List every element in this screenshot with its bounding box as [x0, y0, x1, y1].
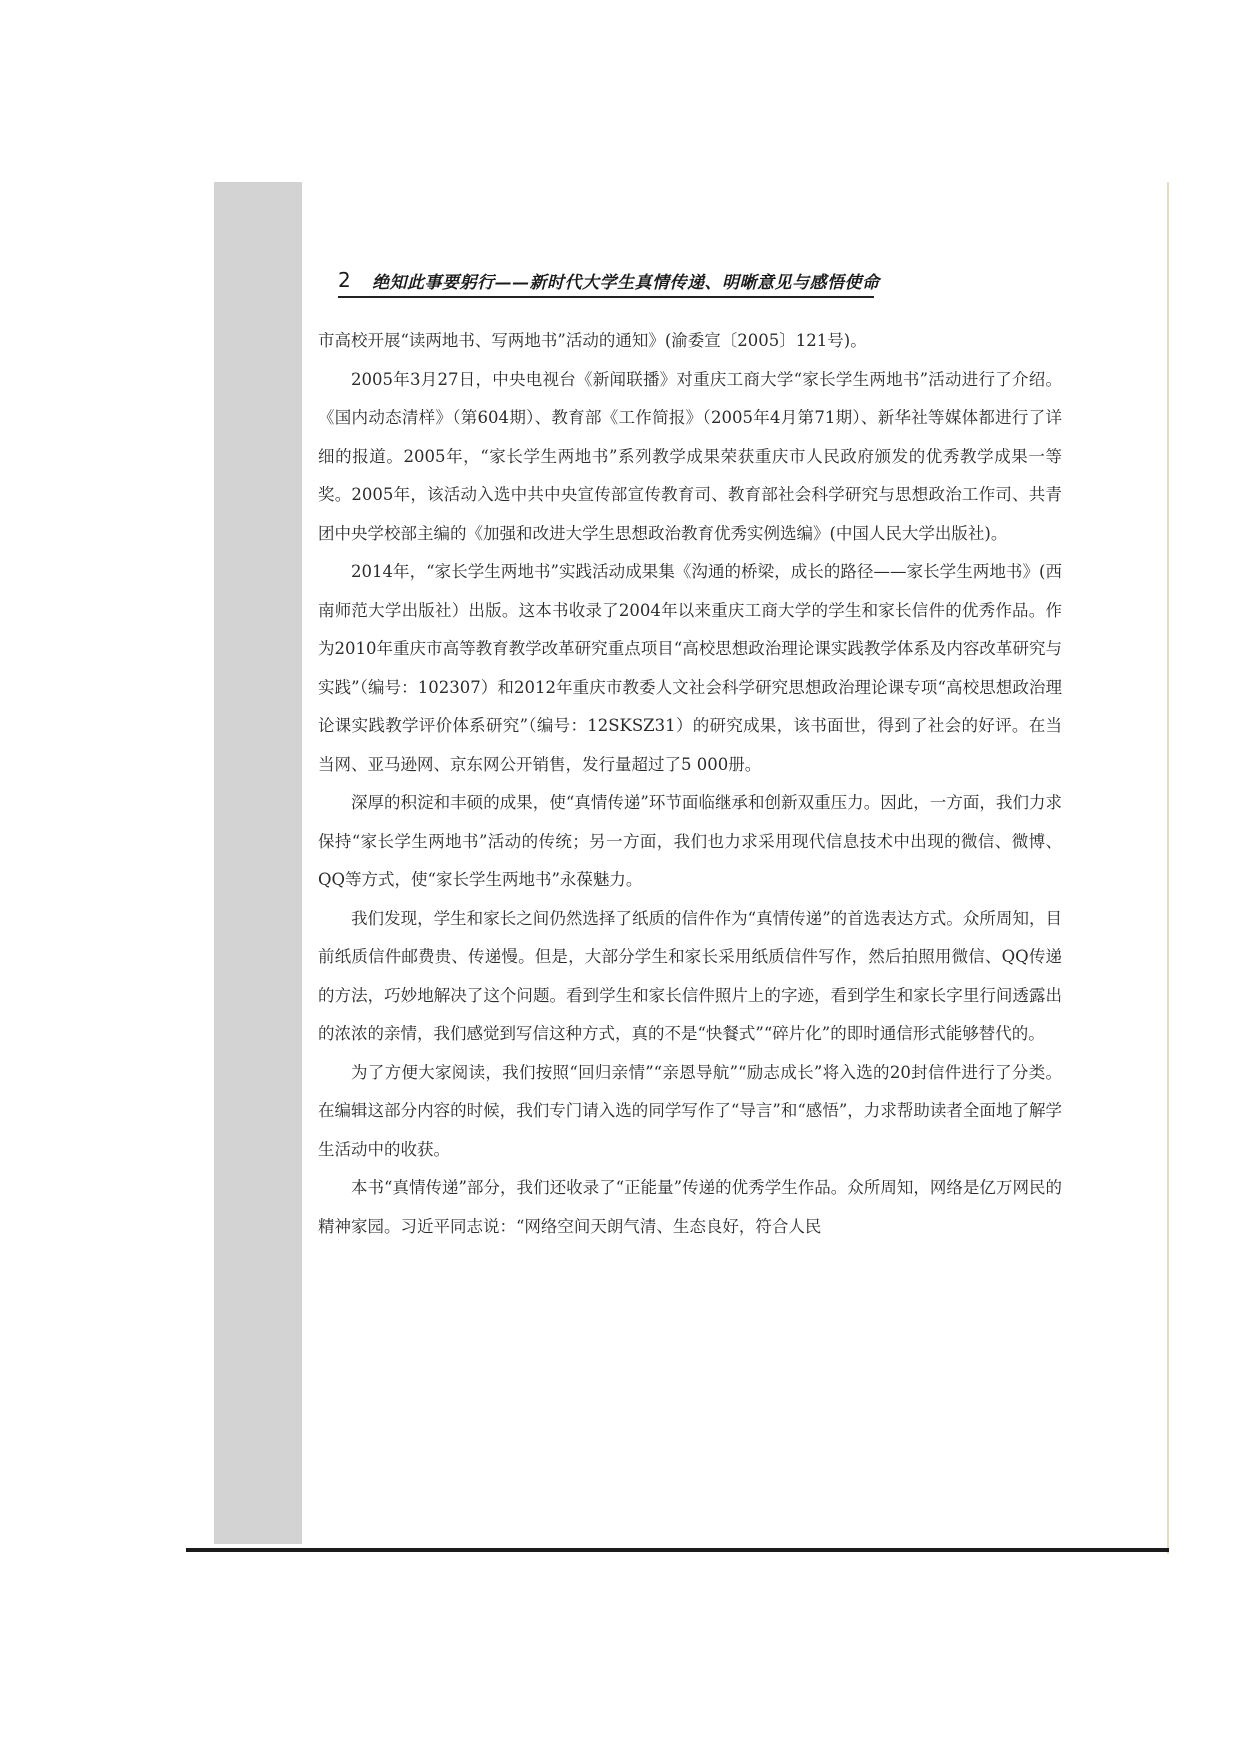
page-right-edge [1167, 182, 1169, 1554]
header-rule [338, 296, 874, 298]
gray-margin-strip [214, 182, 302, 1544]
running-title: 绝知此事要躬行——新时代大学生真情传递、明晰意见与感悟使命 [372, 273, 880, 293]
running-header [338, 266, 880, 296]
body-text [318, 322, 1062, 1246]
paragraph: 我们发现，学生和家长之间仍然选择了纸质的信件作为“真情传递”的首选表达方式。众所周知，目前纸质信件邮费贵、传递慢。但是，大部分学生和家长采用纸质信件写作，然后拍照用微信、QQ传递的方法，巧妙地解决了这个问题。看到学生和家长信件照片上的字迹，看到学生和家长字里行间透露出的浓浓的亲情，我们感觉到写信这种方式，真的不是“快餐式”“碎片化”的即时通信形式能够替代的。 [318, 908, 1062, 1043]
page-number: 2 [338, 268, 351, 292]
page-bottom-rule [186, 1548, 1169, 1552]
paragraph: 深厚的积淀和丰硕的成果，使“真情传递”环节面临继承和创新双重压力。因此，一方面，我们力求保持“家长学生两地书”活动的传统；另一方面，我们也力求采用现代信息技术中出现的微信、微博、QQ等方式，使“家长学生两地书”永葆魅力。 [318, 793, 1062, 889]
paragraph: 2005年3月27日，中央电视台《新闻联播》对重庆工商大学“家长学生两地书”活动进行了介绍。《国内动态清样》（第604期）、教育部《工作简报》（2005年4月第71期）、新华社等媒体都进行了详细的报道。2005年，“家长学生两地书”系列教学成果荣获重庆市人民政府颁发的优秀教学成果一等奖。2005年，该活动入选中共中央宣传部宣传教育司、教育部社会科学研究与思想政治工作司、共青团中央学校部主编的《加强和改进大学生思想政治教育优秀实例选编》(中国人民大学出版社)。 [318, 369, 1062, 543]
paragraph: 市高校开展“读两地书、写两地书”活动的通知》(渝委宣〔2005〕121号)。 [318, 331, 867, 350]
paragraph: 2014年，“家长学生两地书”实践活动成果集《沟通的桥梁，成长的路径——家长学生两地书》(西南师范大学出版社）出版。这本书收录了2004年以来重庆工商大学的学生和家长信件的优秀作品。作为2010年重庆市高等教育教学改革研究重点项目“高校思想政治理论课实践教学体系及内容改革研究与实践”（编号：102307）和2012年重庆市教委人文社会科学研究思想政治理论课专项“高校思想政治理论课实践教学评价体系研究”（编号：12SKSZ31）的研究成果，该书面世，得到了社会的好评。在当当网、亚马逊网、京东网公开销售，发行量超过了5 000册。 [318, 562, 1062, 774]
paragraph: 本书“真情传递”部分，我们还收录了“正能量”传递的优秀学生作品。众所周知，网络是亿万网民的精神家园。习近平同志说：“网络空间天朗气清、生态良好，符合人民 [318, 1178, 1062, 1236]
paragraph: 为了方便大家阅读，我们按照“回归亲情”“亲恩导航”“励志成长”将入选的20封信件进行了分类。在编辑这部分内容的时候，我们专门请入选的同学写作了“导言”和“感悟”，力求帮助读者全面地了解学生活动中的收获。 [318, 1062, 1062, 1159]
